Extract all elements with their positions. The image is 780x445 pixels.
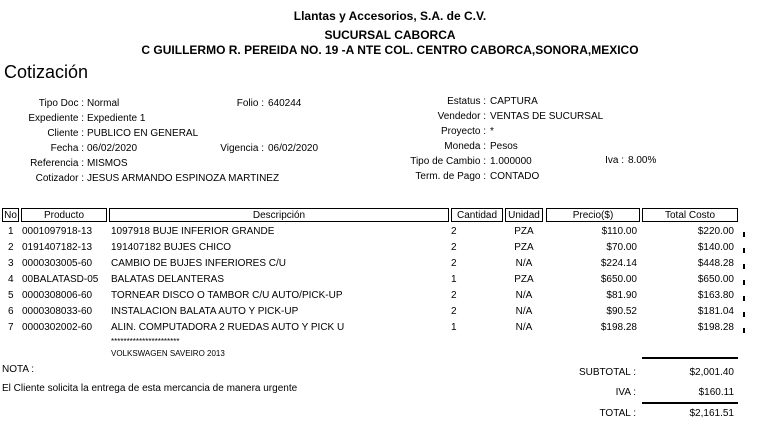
- table-row: [0, 258, 780, 274]
- info-field-label: Term. de Pago :: [415, 171, 486, 182]
- cell-total: $181.04: [697, 306, 734, 317]
- cell-precio: $90.52: [606, 306, 637, 317]
- info-field-label: Expediente :: [28, 113, 84, 124]
- cell-total: $140.00: [697, 242, 734, 253]
- row7-stars: **********************: [111, 337, 180, 346]
- col-header-cantidad: Cantidad: [451, 208, 503, 222]
- cell-unidad: N/A: [515, 306, 533, 317]
- info-field-label: Tipo Doc :: [38, 98, 84, 109]
- info-field-label: Estatus :: [447, 96, 486, 107]
- vigencia-value: 06/02/2020: [268, 143, 319, 154]
- info-field-value: Pesos: [490, 141, 518, 152]
- cell-unidad: PZA: [514, 242, 534, 253]
- cell-producto: 0000302002-60: [22, 322, 93, 333]
- row7-vehicle: VOLKSWAGEN SAVEIRO 2013: [111, 349, 225, 358]
- cell-precio: $81.90: [606, 290, 637, 301]
- info-field-value: MISMOS: [87, 158, 128, 169]
- cell-cantidad: 2: [451, 306, 457, 317]
- cell-total: $163.80: [697, 290, 734, 301]
- vigencia-label: Vigencia :: [220, 143, 264, 154]
- row-marker: [743, 312, 745, 317]
- cell-producto: 0000308033-60: [22, 306, 93, 317]
- cell-total: $198.28: [697, 322, 734, 333]
- cell-no: 4: [8, 274, 14, 285]
- cell-cantidad: 2: [451, 290, 457, 301]
- cell-unidad: N/A: [515, 322, 533, 333]
- cell-descripcion: 1097918 BUJE INFERIOR GRANDE: [111, 226, 275, 237]
- table-row: [0, 242, 780, 258]
- iva-value: $160.11: [698, 387, 734, 398]
- cell-total: $650.00: [697, 274, 734, 285]
- subtotal-value: $2,001.40: [689, 367, 734, 378]
- info-field-label: Cliente :: [47, 128, 84, 139]
- iva-rate-label: Iva :: [605, 155, 624, 166]
- col-header-unidad: Unidad: [505, 208, 543, 222]
- total-value: $2,161.51: [689, 408, 734, 419]
- cell-producto: 00BALATASD-05: [22, 274, 99, 285]
- info-field-value: Normal: [87, 98, 120, 109]
- table-row: [0, 306, 780, 322]
- cell-producto: 0001097918-13: [22, 226, 93, 237]
- cell-descripcion: BALATAS DELANTERAS: [111, 274, 224, 285]
- cell-no: 1: [8, 226, 14, 237]
- iva-rate-value: 8.00%: [628, 155, 657, 166]
- table-row: [0, 290, 780, 306]
- cell-unidad: PZA: [514, 226, 534, 237]
- info-field-value: JESUS ARMANDO ESPINOZA MARTINEZ: [87, 173, 280, 184]
- cell-descripcion: TORNEAR DISCO O TAMBOR C/U AUTO/PICK-UP: [111, 290, 343, 301]
- cell-no: 6: [8, 306, 14, 317]
- cell-total: $448.28: [697, 258, 734, 269]
- col-header-precio: Precio($): [546, 208, 640, 222]
- iva-label: IVA :: [615, 387, 636, 398]
- folio-value: 640244: [268, 98, 302, 109]
- info-field-value: CAPTURA: [490, 96, 538, 107]
- subtotal-line: [642, 357, 738, 359]
- col-header-total: Total Costo: [642, 208, 738, 222]
- cell-no: 5: [8, 290, 14, 301]
- cell-precio: $224.14: [600, 258, 637, 269]
- col-header-producto: Producto: [21, 208, 107, 222]
- row-marker: [743, 248, 745, 253]
- row-marker: [743, 264, 745, 269]
- info-field-label: Referencia :: [30, 158, 84, 169]
- nota-label: NOTA :: [2, 364, 35, 375]
- info-field-value: VENTAS DE SUCURSAL: [490, 111, 604, 122]
- info-field-label: Cotizador :: [35, 173, 84, 184]
- cell-unidad: N/A: [515, 290, 533, 301]
- info-field-value: 1.000000: [490, 156, 532, 167]
- row-marker: [743, 328, 745, 333]
- cell-cantidad: 1: [451, 274, 457, 285]
- cell-no: 7: [8, 322, 14, 333]
- info-field-label: Fecha :: [50, 143, 84, 154]
- cell-precio: $70.00: [606, 242, 637, 253]
- cell-descripcion: INSTALACION BALATA AUTO Y PICK-UP: [111, 306, 299, 317]
- info-field-label: Tipo de Cambio :: [410, 156, 486, 167]
- cell-producto: 0000303005-60: [22, 258, 93, 269]
- branch-name: SUCURSAL CABORCA: [324, 28, 456, 42]
- cell-precio: $198.28: [600, 322, 637, 333]
- row-marker: [743, 280, 745, 285]
- info-field-value: *: [490, 126, 494, 137]
- cell-precio: $110.00: [601, 226, 637, 237]
- table-row: [0, 226, 780, 242]
- cell-cantidad: 1: [451, 322, 457, 333]
- cell-descripcion: 191407182 BUJES CHICO: [111, 242, 232, 253]
- info-field-value: PUBLICO EN GENERAL: [87, 128, 199, 139]
- info-field-value: 06/02/2020: [87, 143, 138, 154]
- row-marker: [743, 296, 745, 301]
- table-row: [0, 274, 780, 290]
- cell-unidad: N/A: [515, 258, 533, 269]
- page-title: Cotización: [4, 62, 89, 82]
- info-field-label: Proyecto :: [440, 126, 486, 137]
- folio-label: Folio :: [236, 98, 264, 109]
- cell-unidad: PZA: [514, 274, 534, 285]
- cell-producto: 0191407182-13: [22, 242, 93, 253]
- table-row: [0, 322, 780, 338]
- cell-producto: 0000308006-60: [22, 290, 93, 301]
- cell-descripcion: ALIN. COMPUTADORA 2 RUEDAS AUTO Y PICK U: [111, 322, 345, 333]
- cell-total: $220.00: [697, 226, 734, 237]
- company-address: C GUILLERMO R. PEREIDA NO. 19 -A NTE COL. CENTRO CABORCA,SONORA,MEXICO: [141, 43, 639, 57]
- cell-cantidad: 2: [451, 242, 457, 253]
- subtotal-label: SUBTOTAL :: [578, 367, 636, 378]
- cell-no: 2: [8, 242, 14, 253]
- company-name: Llantas y Accesorios, S.A. de C.V.: [293, 9, 487, 23]
- cell-cantidad: 2: [451, 258, 457, 269]
- nota-text: El Cliente solicita la entrega de esta mercancia de manera urgente: [2, 383, 298, 394]
- info-field-label: Moneda :: [444, 141, 486, 152]
- col-header-descripcion: Descripción: [109, 208, 449, 222]
- info-field-value: Expediente 1: [87, 113, 146, 124]
- col-header-no: No: [2, 208, 19, 222]
- info-field-value: CONTADO: [490, 171, 540, 182]
- cell-no: 3: [8, 258, 14, 269]
- row-marker: [743, 232, 745, 237]
- total-label: TOTAL :: [599, 408, 636, 419]
- cell-cantidad: 2: [451, 226, 457, 237]
- total-line: [642, 402, 738, 404]
- cell-precio: $650.00: [600, 274, 637, 285]
- cell-descripcion: CAMBIO DE BUJES INFERIORES C/U: [111, 258, 287, 269]
- info-field-label: Vendedor :: [437, 111, 486, 122]
